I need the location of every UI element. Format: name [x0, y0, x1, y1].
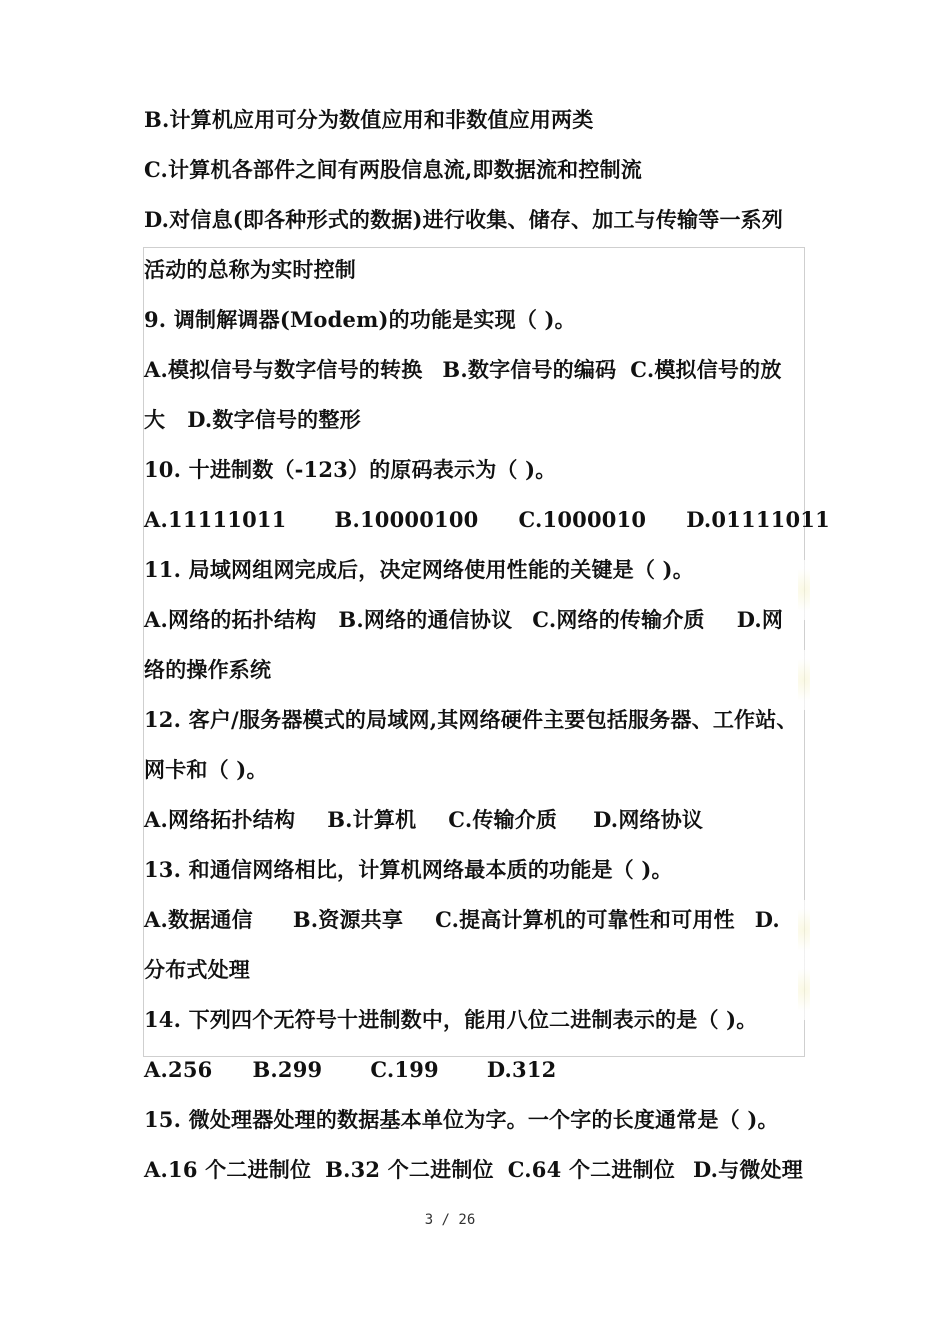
text-line	[144, 1105, 779, 1135]
text-line	[144, 1155, 803, 1185]
text-segment: C.199	[370, 1057, 439, 1082]
text-line	[144, 505, 830, 535]
page-number: 3 / 26	[424, 1212, 476, 1228]
text-segment: B.数字信号的编码	[442, 357, 617, 382]
text-segment: A.网络的拓扑结构	[144, 607, 317, 632]
text-segment: 网卡和（ )。	[144, 757, 268, 782]
decorative-mark	[798, 900, 810, 960]
text-line	[144, 205, 783, 235]
text-line	[144, 755, 268, 785]
decorative-mark	[798, 560, 810, 620]
text-line	[144, 555, 694, 585]
text-segment: C.64 个二进制位	[507, 1157, 675, 1182]
text-line	[144, 955, 250, 985]
decorative-mark	[798, 960, 810, 1020]
text-segment: D.312	[486, 1057, 557, 1082]
text-segment: 12. 客户/服务器模式的局域网,其网络硬件主要包括服务器、工作站、	[144, 707, 798, 732]
text-segment: A.11111011	[144, 507, 287, 532]
text-line	[144, 105, 593, 135]
text-line	[144, 405, 361, 435]
text-segment: 13. 和通信网络相比，计算机网络最本质的功能是（ )。	[144, 857, 673, 882]
text-line	[144, 305, 576, 335]
text-segment: D.数字信号的整形	[187, 407, 361, 432]
text-segment: 大	[144, 407, 166, 432]
text-segment: B.网络的通信协议	[338, 607, 513, 632]
text-line	[144, 355, 782, 385]
text-line	[144, 905, 780, 935]
text-segment: B.10000100	[334, 507, 479, 532]
text-segment: C.1000010	[518, 507, 647, 532]
text-segment: 分布式处理	[144, 957, 250, 982]
text-segment: 14. 下列四个无符号十进制数中，能用八位二进制表示的是（ )。	[144, 1007, 758, 1032]
text-line	[144, 805, 703, 835]
text-segment: B.计算机	[327, 807, 417, 832]
text-line	[144, 1055, 556, 1085]
text-segment: B.计算机应用可分为数值应用和非数值应用两类	[144, 107, 594, 132]
text-line	[144, 855, 673, 885]
text-segment: A.16 个二进制位	[144, 1157, 312, 1182]
text-segment: A.256	[144, 1057, 213, 1082]
text-line	[144, 455, 556, 485]
text-segment: B.299	[252, 1057, 323, 1082]
decorative-mark	[798, 650, 810, 710]
text-segment: D.	[754, 907, 780, 932]
text-segment: D.网络协议	[593, 807, 704, 832]
text-line	[144, 605, 783, 635]
text-segment: 10. 十进制数（-123）的原码表示为（ )。	[144, 457, 557, 482]
text-segment: D.网	[736, 607, 784, 632]
text-segment: 络的操作系统	[144, 657, 272, 682]
text-segment: B.资源共享	[292, 907, 404, 932]
text-line	[144, 1005, 758, 1035]
text-segment: C.计算机各部件之间有两股信息流,即数据流和控制流	[144, 157, 642, 182]
text-segment: D.与微处理	[692, 1157, 803, 1182]
text-segment: C.网络的传输介质	[532, 607, 705, 632]
text-line	[144, 255, 356, 285]
text-segment: 15. 微处理器处理的数据基本单位为字。一个字的长度通常是（ )。	[144, 1107, 779, 1132]
text-segment: A.模拟信号与数字信号的转换	[144, 357, 423, 382]
text-segment: C.提高计算机的可靠性和可用性	[435, 907, 735, 932]
text-segment: C.模拟信号的放	[630, 357, 782, 382]
text-segment: A.网络拓扑结构	[144, 807, 296, 832]
text-segment: 活动的总称为实时控制	[144, 257, 356, 282]
text-segment: B.32 个二进制位	[325, 1157, 494, 1182]
text-segment: 11. 局域网组网完成后，决定网络使用性能的关键是（ )。	[144, 557, 694, 582]
text-segment: A.数据通信	[144, 907, 253, 932]
text-segment: C.传输介质	[448, 807, 558, 832]
text-segment: D.对信息(即各种形式的数据)进行收集、储存、加工与传输等一系列	[144, 207, 784, 232]
text-segment: 9. 调制解调器(Modem)的功能是实现（ )。	[144, 307, 576, 332]
text-line	[144, 155, 642, 185]
text-line	[144, 705, 798, 735]
text-line	[144, 655, 271, 685]
text-segment: D.01111011	[686, 507, 830, 532]
